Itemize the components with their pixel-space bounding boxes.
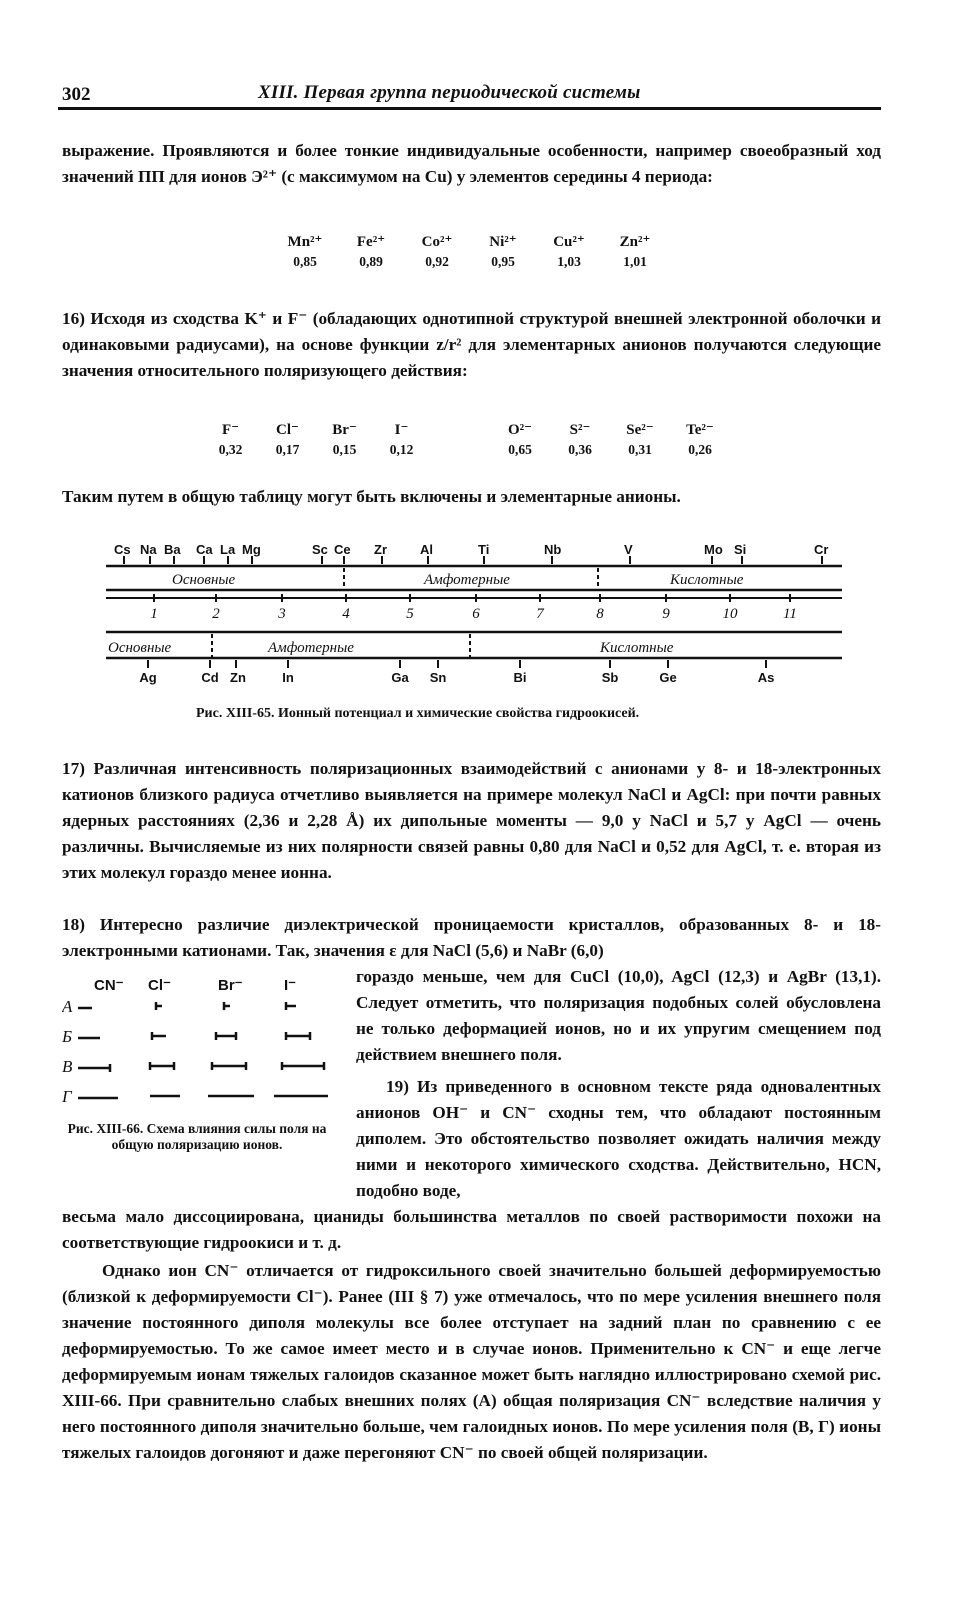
element-label: Cd <box>201 670 219 685</box>
figure-65-diagram <box>100 536 850 696</box>
element-label: Ti <box>478 542 490 557</box>
ion-cell: Cl⁻ 0,17 <box>275 422 300 457</box>
upper-tick-marks <box>124 556 822 564</box>
ion-cell: Ni²⁺ 0,95 <box>489 234 517 269</box>
element-label: Ge <box>659 670 677 685</box>
figure-66-diagram <box>62 968 334 1118</box>
item-19-paragraph-start: 19) Из приведенного в основном тексте ряда одновалентных анионов OH⁻ и CN⁻ сходны тем, что обладают постоянным диполем. Это обстоятельство позволяет ожидать наличия между ними и некоторого химического сходства. Действительно, HCN, подобно воде, <box>356 1077 881 1200</box>
row-label: В <box>62 1057 73 1076</box>
figure-66-caption: Рис. XIII-66. Схема влияния силы поля на общую поляризацию ионов. <box>67 1121 327 1152</box>
running-title: XIII. Первая группа периодической системы <box>258 82 641 103</box>
element-label: As <box>757 670 775 685</box>
row-label: А <box>62 997 73 1016</box>
element-label: Sc <box>312 542 328 557</box>
ion-cell: Cu²⁺ 1,03 <box>553 234 585 269</box>
element-label: Nb <box>544 542 562 557</box>
scale-label: 11 <box>783 606 797 622</box>
element-label: Ag <box>139 670 157 685</box>
element-label: V <box>624 542 633 557</box>
element-label: Bi <box>513 670 527 685</box>
element-label: Cs <box>114 542 131 557</box>
element-label: Mg <box>242 542 261 557</box>
zone-label: Основные <box>108 640 172 656</box>
element-label: Ba <box>164 542 181 557</box>
scale-label: 10 <box>722 606 738 622</box>
item-19-paragraph-end: весьма мало диссоциирована, цианиды большинства металлов по своей растворимости похожи на соответствующие гидроокиси и т. д. <box>62 1207 881 1252</box>
lower-tick-marks <box>148 660 766 668</box>
column-label: CN⁻ <box>94 977 124 994</box>
table-anions-chalcogens <box>490 420 730 460</box>
page-number: 302 <box>62 84 91 105</box>
ion-cell: Zn²⁺ 1,01 <box>619 234 651 269</box>
item-16-paragraph: 16) Исходя из сходства K⁺ и F⁻ (обладающих однотипной структурой внешней электронной оболочки и одинаковыми радиусами), на основе функции z/r² для элементарных анионов получаются следующие значения относительного поляризующего действия: <box>62 309 881 380</box>
scale-label: 9 <box>662 606 670 622</box>
figure-65-caption: Рис. XIII-65. Ионный потенциал и химические свойства гидроокисей. <box>196 706 640 721</box>
scale-label: 7 <box>536 606 544 622</box>
element-label: Mo <box>704 542 723 557</box>
polarization-bars <box>78 1002 328 1098</box>
scale-label: 6 <box>472 606 480 622</box>
row-label: Б <box>62 1027 73 1046</box>
element-label: Sb <box>601 670 619 685</box>
column-label: Br⁻ <box>218 977 243 994</box>
zone-label: Основные <box>172 572 236 588</box>
element-label: Ce <box>334 542 351 557</box>
element-label: Ca <box>196 542 213 557</box>
item-18-paragraph-start: 18) Интересно различие диэлектрической проницаемости кристаллов, образованных 8- и 18-электронными катионами. Так, значения ε для NaCl (5,6) и NaBr (6,0) <box>62 915 881 960</box>
scale-label: 3 <box>278 606 286 622</box>
scale-label: 4 <box>342 606 350 622</box>
ion-cell: Fe²⁺ 0,89 <box>356 234 386 269</box>
ion-cell: Se²⁻ 0,31 <box>626 422 654 457</box>
ion-cell: I⁻ 0,12 <box>389 422 414 457</box>
zone-label: Кислотные <box>600 640 674 656</box>
element-label: Ga <box>391 670 409 685</box>
column-label: I⁻ <box>284 977 297 994</box>
element-label: Sn <box>429 670 447 685</box>
element-label: Cr <box>814 542 829 557</box>
item-17-paragraph: 17) Различная интенсивность поляризационных взаимодействий с анионами у 8- и 18-электронных катионов близкого радиуса отчетливо выявляется на примере молекул NaCl и AgCl: при почти равных ядерных расстояниях (2,36 и 2,28 Å) их дипольные моменты — 9,0 у NaCl и 5,7 у AgCl — очень различны. Вычисляемые из них полярности связей равны 0,80 для NaCl и 0,52 для AgCl, т. е. вторая из этих молекул гораздо менее ионна. <box>62 759 881 882</box>
element-label: Zn <box>230 670 246 685</box>
scale-label: 1 <box>150 606 158 622</box>
element-label: La <box>220 542 236 557</box>
element-label: In <box>282 670 294 685</box>
ion-cell: Mn²⁺ 0,85 <box>287 234 323 269</box>
ion-cell: Br⁻ 0,15 <box>332 422 357 457</box>
table-ions-period4 <box>272 232 668 272</box>
ion-cell: S²⁻ 0,36 <box>568 422 592 457</box>
element-label: Si <box>734 542 747 557</box>
anions-line: Таким путем в общую таблицу могут быть включены и элементарные анионы. <box>62 487 681 506</box>
ion-cell: O²⁻ 0,65 <box>507 422 533 457</box>
element-label: Na <box>140 542 157 557</box>
row-label: Г <box>62 1087 72 1106</box>
scale-label: 8 <box>596 606 604 622</box>
element-label: Zr <box>374 542 387 557</box>
ion-cell: Te²⁻ 0,26 <box>686 422 714 457</box>
table-anions-halogens <box>202 420 430 460</box>
scale-label: 2 <box>212 606 220 622</box>
item-18-paragraph-end: гораздо меньше, чем для CuCl (10,0), AgCl (12,3) и AgBr (13,1). Следует отметить, что поляризация подобных солей обусловлена не только деформацией ионов, но и их упругим смещением под действием внешнего поля. <box>356 967 881 1064</box>
zone-label: Амфотерные <box>424 572 510 588</box>
ion-cell: F⁻ 0,32 <box>218 422 243 457</box>
element-label: Al <box>420 542 433 557</box>
zone-label: Амфотерные <box>268 640 354 656</box>
final-paragraph: Однако ион CN⁻ отличается от гидроксильного своей значительно большей деформируемостью (близкой к деформируемости Cl⁻). Ранее (III § 7) уже отмечалось, что по мере усиления внешнего поля значение постоянного диполя молекулы все более отступает на задний план по сравнению с ее деформируемостью. То же самое имеет место и в случае ионов. Применительно к CN⁻ и еще легче деформируемым ионам тяжелых галоидов сказанное может быть наглядно иллюстрировано схемой рис. XIII-66. При сравнительно слабых внешних полях (А) общая поляризация CN⁻ вследствие наличия у него постоянного диполя значительно больше, чем галоидных ионов. По мере усиления поля (В, Г) ионы тяжелых галоидов догоняют и даже перегоняют CN⁻ по своей общей поляризации. <box>62 1261 881 1462</box>
header-rule <box>58 107 881 110</box>
intro-paragraph: выражение. Проявляются и более тонкие индивидуальные особенности, например своеобразный ход значений ПП для ионов Э²⁺ (с максимумом на Cu) у элементов середины 4 периода: <box>62 141 881 186</box>
column-label: Cl⁻ <box>148 977 171 994</box>
ion-cell: Co²⁺ 0,92 <box>421 234 453 269</box>
scale-label: 5 <box>406 606 414 622</box>
zone-label: Кислотные <box>670 572 744 588</box>
